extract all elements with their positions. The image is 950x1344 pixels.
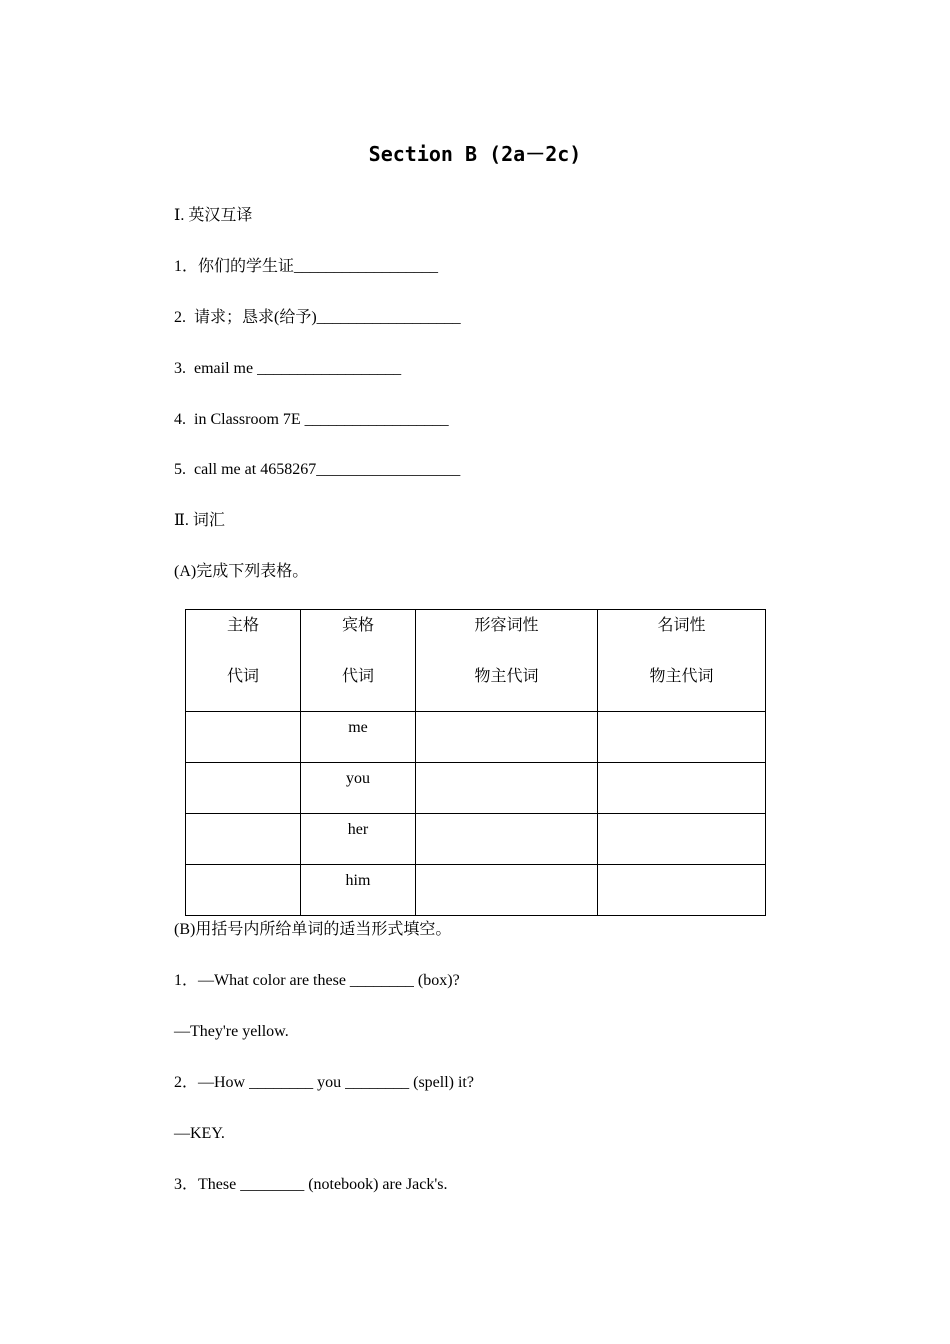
table-cell-blank	[416, 865, 598, 916]
table-cell-blank	[598, 865, 766, 916]
header-cell: 名词性 物主代词	[598, 610, 766, 712]
table-cell-blank	[598, 814, 766, 865]
header-cell: 宾格 代词	[301, 610, 416, 712]
header-cell: 形容词性 物主代词	[416, 610, 598, 712]
part1-item-3: 3. email me __________________	[174, 360, 402, 377]
table-cell-blank	[186, 814, 301, 865]
table-row	[186, 865, 766, 916]
table-cell: me	[301, 712, 416, 763]
table-cell: him	[301, 865, 416, 916]
exercise-line-5: 3．These ________ (notebook) are Jack's.	[174, 1176, 448, 1193]
table-cell-blank	[598, 763, 766, 814]
page-title: Section B (2a－2c)	[368, 142, 582, 166]
exercise-line-2: —They're yellow.	[174, 1023, 289, 1040]
table-cell-blank	[416, 814, 598, 865]
exercise-line-1: 1．—What color are these ________ (box)?	[174, 972, 460, 989]
table-header-row	[186, 610, 766, 712]
table-cell: you	[301, 763, 416, 814]
table-cell-blank	[186, 712, 301, 763]
table-cell-blank	[598, 712, 766, 763]
table-cell: her	[301, 814, 416, 865]
table-row	[186, 763, 766, 814]
part1-item-1: 1．你们的学生证__________________	[174, 258, 439, 275]
table-cell-blank	[416, 712, 598, 763]
part1-item-5: 5. call me at 4658267__________________	[174, 461, 461, 478]
part1-heading: Ⅰ. 英汉互译	[174, 207, 253, 224]
part1-item-2: 2. 请求；恳求(给予)__________________	[174, 309, 461, 326]
table-cell-blank	[186, 763, 301, 814]
pronoun-table	[185, 609, 766, 916]
exercise-line-3: 2．—How ________ you ________ (spell) it?	[174, 1074, 474, 1091]
table-row	[186, 814, 766, 865]
section-a-instruction: (A)完成下列表格。	[174, 563, 309, 580]
part1-item-4: 4. in Classroom 7E __________________	[174, 411, 449, 428]
section-b-instruction: (B)用括号内所给单词的适当形式填空。	[174, 921, 452, 938]
table-cell-blank	[186, 865, 301, 916]
exercise-line-4: —KEY.	[174, 1125, 225, 1142]
header-cell: 主格 代词	[186, 610, 301, 712]
part2-heading: Ⅱ. 词汇	[174, 512, 225, 529]
table-cell-blank	[416, 763, 598, 814]
table-row	[186, 712, 766, 763]
